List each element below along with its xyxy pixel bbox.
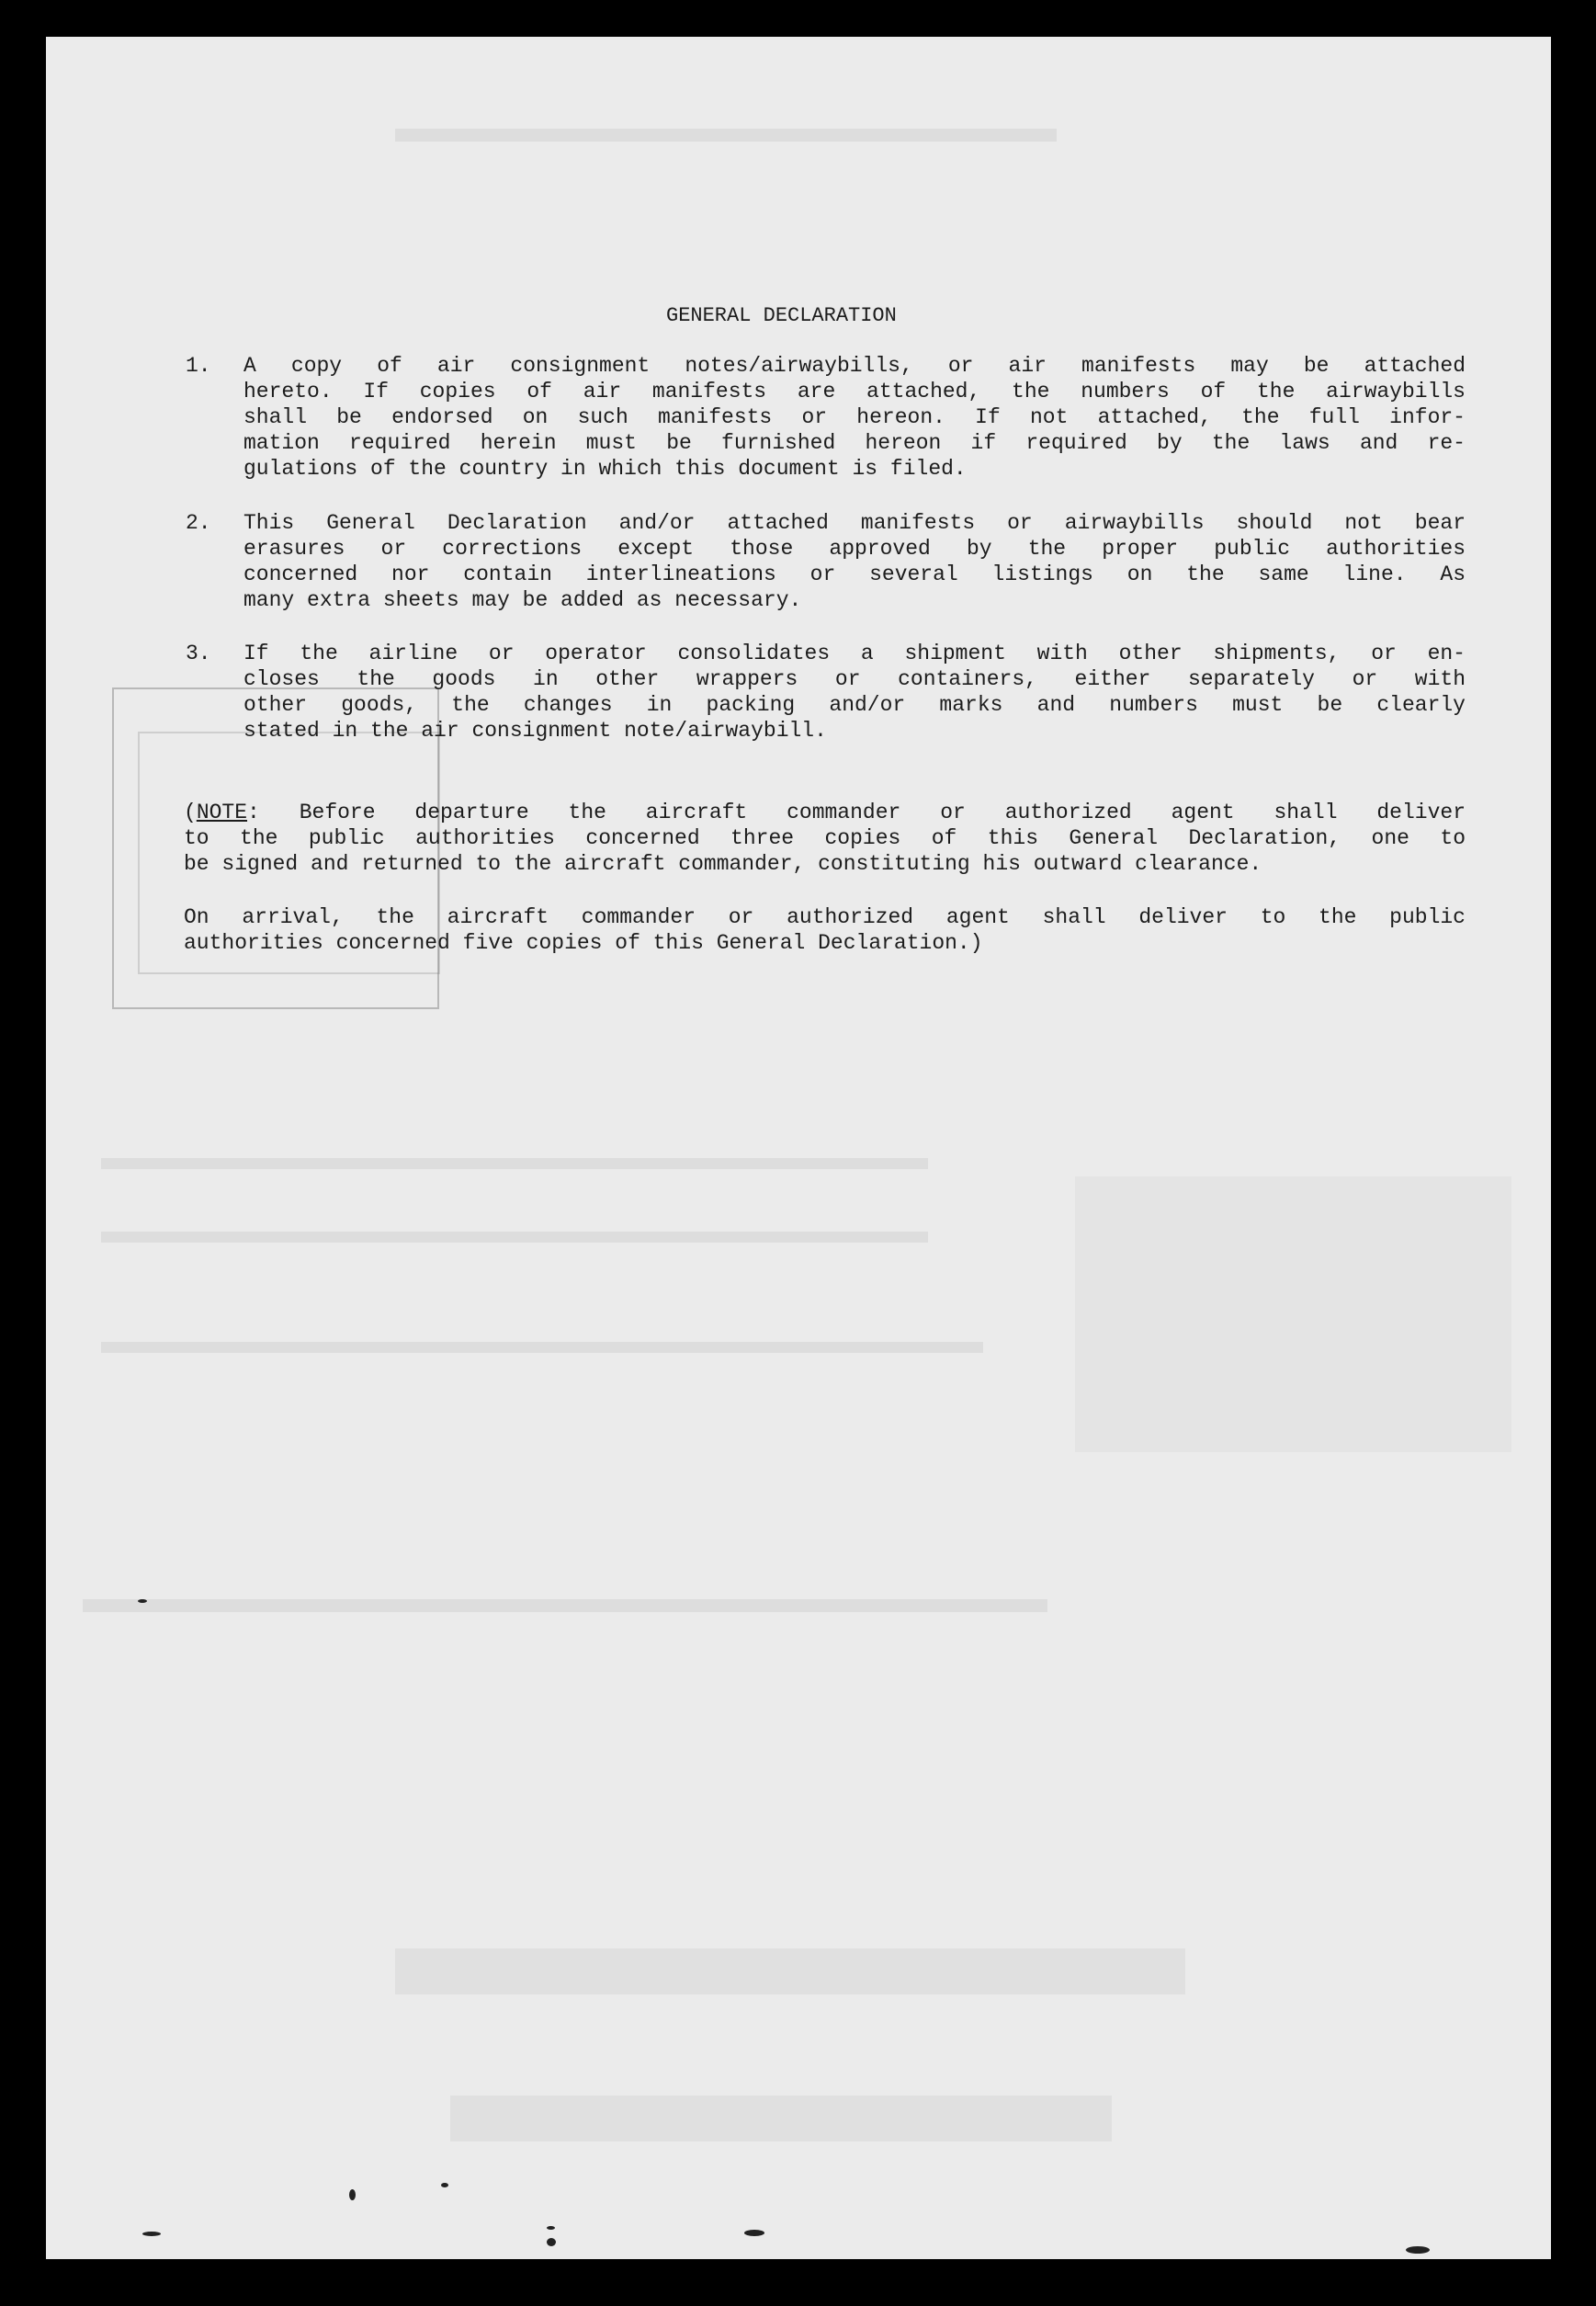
paragraph-line: If the airline or operator consolidates a shipment with other shipments, or en- (243, 642, 1466, 665)
scan-speck (1406, 2246, 1430, 2254)
paragraph-3 (243, 641, 1466, 744)
note-first-line-text: : Before departure the aircraft commander or authorized agent shall deliver (247, 801, 1466, 824)
paragraph-line: closes the goods in other wrappers or containers, either separately or with (243, 667, 1466, 691)
note-paragraph (184, 800, 1466, 877)
paragraph-line: other goods, the changes in packing and/or marks and numbers must be clearly (243, 693, 1466, 717)
paragraph-line: A copy of air consignment notes/airwaybills, or air manifests may be attached (243, 354, 1466, 378)
scan-speck (547, 2238, 556, 2246)
scan-speck (441, 2183, 448, 2187)
paragraph-line: This General Declaration and/or attached manifests or airwaybills should not bear (243, 511, 1466, 535)
document-page (46, 37, 1551, 2259)
bleed-through-line (395, 1948, 1185, 1994)
item-number: 1. (186, 354, 211, 378)
paragraph-line: gulations of the country in which this document is filed. (243, 457, 967, 481)
bleed-through-line (395, 129, 1057, 142)
paragraph-line: erasures or corrections except those approved by the proper public authorities (243, 537, 1466, 561)
paragraph-line: many extra sheets may be added as necessary. (243, 588, 802, 612)
paragraph-line: mation required herein must be furnished hereon if required by the laws and re- (243, 431, 1466, 455)
document-title: GENERAL DECLARATION (666, 304, 897, 327)
scan-speck (547, 2226, 555, 2230)
paragraph-line: shall be endorsed on such manifests or hereon. If not attached, the full infor- (243, 405, 1466, 429)
note-line: to the public authorities concerned three copies of this General Declaration, one to (184, 826, 1466, 850)
note-line: be signed and returned to the aircraft commander, constituting his outward clearance. (184, 852, 1262, 876)
scan-speck (142, 2232, 161, 2236)
paragraph-line: concerned nor contain interlineations or several listings on the same line. As (243, 562, 1466, 586)
paragraph-2 (243, 510, 1466, 613)
bleed-through-line (101, 1342, 983, 1353)
scan-speck (744, 2230, 764, 2236)
bleed-through-line (450, 2096, 1112, 2141)
bleed-through-line (101, 1232, 928, 1243)
paragraph-1 (243, 353, 1466, 482)
bleed-through-line (1075, 1176, 1511, 1452)
scan-speck (349, 2189, 356, 2200)
note-label: NOTE (196, 801, 248, 824)
arrival-line: On arrival, the aircraft commander or authorized agent shall deliver to the public (184, 905, 1466, 929)
arrival-paragraph (184, 904, 1466, 956)
paragraph-line: hereto. If copies of air manifests are attached, the numbers of the airwaybills (243, 380, 1466, 403)
scan-speck (138, 1599, 147, 1603)
item-number: 2. (186, 511, 211, 535)
arrival-line: authorities concerned five copies of this General Declaration.) (184, 931, 983, 955)
note-first-line: (NOTE: Before departure the aircraft commander or authorized agent shall deliver (184, 801, 1466, 824)
item-number: 3. (186, 642, 211, 665)
bleed-through-line (101, 1158, 928, 1169)
bleed-through-line (83, 1599, 1047, 1612)
paragraph-line: stated in the air consignment note/airwaybill. (243, 719, 827, 743)
